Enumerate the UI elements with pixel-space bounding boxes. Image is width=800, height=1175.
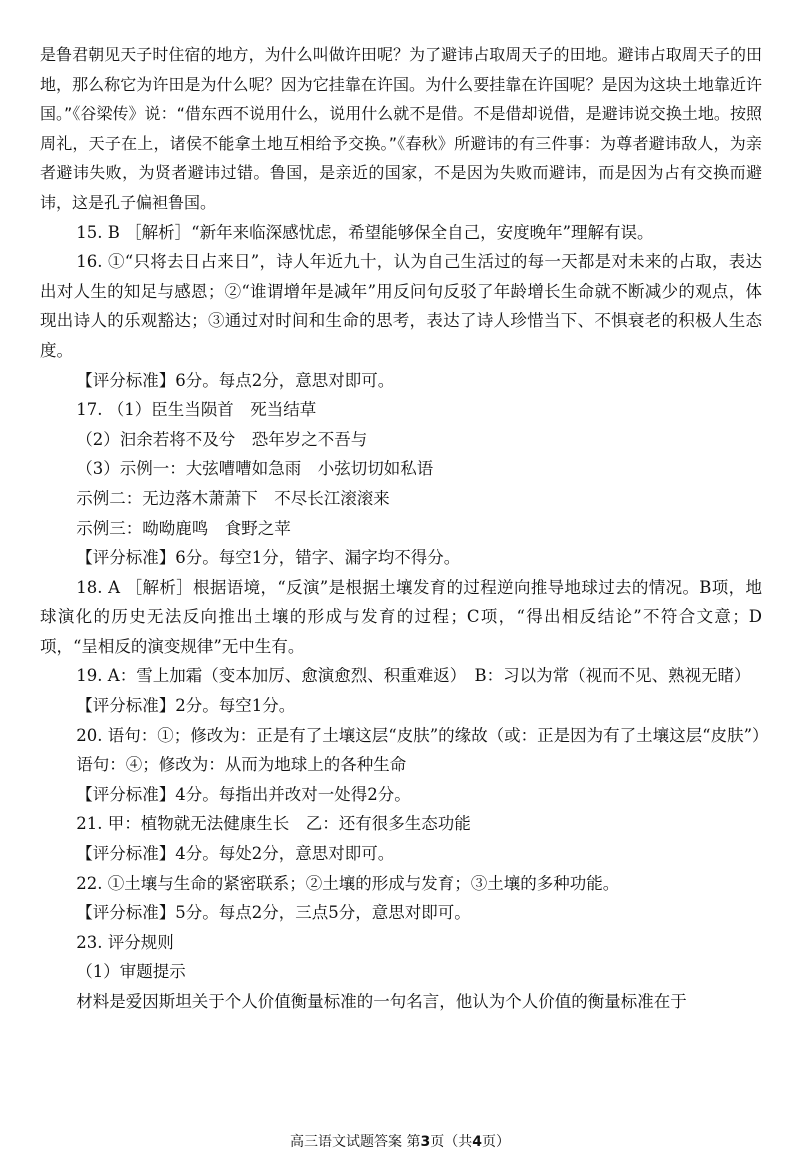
answer-19-score: 【评分标准】2分。每空1分。 <box>76 696 296 716</box>
answer-15: 15. B ［解析］“新年来临深感忧虑，希望能够保全自己，安度晚年”理解有误。 <box>76 222 654 242</box>
footer-total-pages: 4 <box>472 1134 482 1150</box>
footer-page-number: 3 <box>420 1134 431 1150</box>
answer-21: 21. 甲：植物就无法健康生长 乙：还有很多生态功能 <box>76 814 471 834</box>
answer-16-score: 【评分标准】6分。每点2分，意思对即可。 <box>76 370 395 390</box>
answer-17-1: 17. （1）臣生当陨首 死当结草 <box>76 400 317 420</box>
answer-17-example-3: 示例三：呦呦鹿鸣 食野之苹 <box>76 518 291 538</box>
answer-17-example-2: 示例二：无边落木萧萧下 不尽长江滚滚来 <box>76 488 390 508</box>
answer-22-score: 【评分标准】5分。每点2分，三点5分，意思对即可。 <box>76 903 471 923</box>
answer-22: 22. ①土壤与生命的紧密联系；②土壤的形成与发育；③土壤的多种功能。 <box>76 873 620 893</box>
page-footer <box>0 1131 800 1151</box>
answer-16: 16. ①“只将去日占来日”，诗人年近九十，认为自己生活过的每一天都是对未来的占取，表达出对人生的知足与感恩；②“谁谓增年是减年”用反问句反驳了年龄增长生命就不断减少的观点，体现出诗人的乐观豁达；③通过对时间和生命的思考，表达了诗人珍惜当下、不惧衰老的积极人生态度。 <box>40 252 762 360</box>
footer-prefix: 高三语文试题答案 第 <box>290 1134 421 1150</box>
answer-21-score: 【评分标准】4分。每处2分，意思对即可。 <box>76 844 395 864</box>
answer-20: 20. 语句：①；修改为：正是有了土壤这层“皮肤”的缘故（或：正是因为有了土壤这层“皮肤”） <box>76 725 769 745</box>
answer-18: 18. A ［解析］根据语境，“反演”是根据土壤发育的过程逆向推导地球过去的情况。B项，地球演化的历史无法反向推出土壤的形成与发育的过程；C项，“得出相反结论”不符合文意；D项，“呈相反的演变规律”无中生有。 <box>40 577 762 656</box>
answer-17-2: （2）汩余若将不及兮 恐年岁之不吾与 <box>76 429 368 449</box>
answer-19: 19. A：雪上加霜（变本加厉、愈演愈烈、积重难返） B：习以为常（视而不见、熟视无睹） <box>76 666 751 686</box>
answer-17-3: （3）示例一：大弦嘈嘈如急雨 小弦切切如私语 <box>76 459 434 479</box>
answer-20-score: 【评分标准】4分。每指出并改对一处得2分。 <box>76 784 411 804</box>
intro-paragraph: 是鲁君朝见天子时住宿的地方，为什么叫做许田呢？为了避讳占取周天子的田地。避讳占取周天子的田地，那么称它为许田是为什么呢？因为它挂靠在许国。为什么要挂靠在许国呢？是因为这块土地靠近许国。”《谷梁传》说：“借东西不说用什么，说用什么就不是借。不是借却说借，是避讳说交换土地。按照周礼，天子在上，诸侯不能拿土地互相给予交换。”《春秋》所避讳的有三件事：为尊者避讳敌人，为亲者避讳失败，为贤者避讳过错。鲁国，是亲近的国家，不是因为失败而避讳，而是因为占有交换而避讳，这是孔子偏袒鲁国。 <box>40 45 762 212</box>
answer-23-1: （1）审题提示 <box>76 962 186 982</box>
answer-17-score: 【评分标准】6分。每空1分，错字、漏字均不得分。 <box>76 548 461 568</box>
footer-suffix: 页） <box>481 1134 510 1150</box>
footer-mid: 页（共 <box>430 1134 473 1150</box>
answer-23: 23. 评分规则 <box>76 932 174 952</box>
answer-20-b: 语句：④；修改为：从而为地球上的各种生命 <box>76 755 407 775</box>
answer-23-text: 材料是爱因斯坦关于个人价值衡量标准的一句名言，他认为个人价值的衡量标准在于 <box>76 992 687 1011</box>
